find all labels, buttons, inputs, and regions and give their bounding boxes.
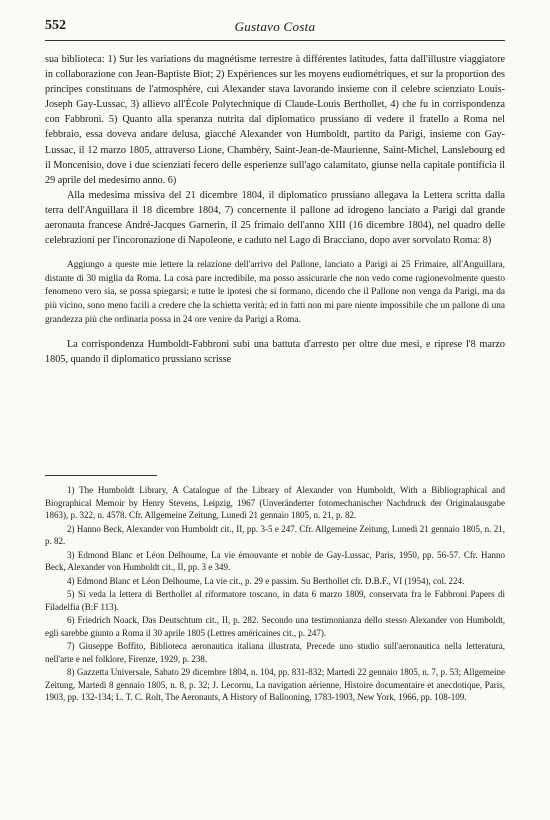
main-text <box>45 52 505 367</box>
paragraph-3: La corrispondenza Humboldt-Fabbroni subì una battuta d'arresto per oltre due mesi, e riprese l'8 marzo 1805, quando il diplomatico prussiano scrisse <box>45 339 505 366</box>
footnote: 5) Si veda la lettera di Berthollet al riformatore toscano, in data 6 marzo 1809, conservata fra le Fabbroni Papers di Filadelfia (B:F 113). <box>45 589 505 612</box>
footnote-divider <box>45 475 157 476</box>
block-quote: Aggiungo a queste mie lettere la relazione dell'arrivo del Pallone, lanciato a Parigi ai 25 Frimaire, all'Anguillara, distante di 30 miglia da Roma. La cosa pare incredibile, ma posso assicurarle che non vedo come ragionevolmente questo fenomeno vero sia, se possa spiegarsi; e tutte le ipotesi che si formano, dicendo che il Pallone non venga da Parigi, ma da più vicino, sono meno facili a credere che la schietta verità; ed in fatti non mi pare niente impossibile che un pallone di una grandezza più che ordinaria possa in 24 ore venire da Parigi a Roma. <box>45 260 505 325</box>
page-number: 552 <box>45 18 66 33</box>
paragraph-1: sua biblioteca: 1) Sur les variations du magnétisme terrestre à différentes latitudes, fatta dall'illustre viaggiatore in collaborazione con Jean-Baptiste Biot; 2) Expériences sur les moyens eudiométriques, et sur la proportion des principes constituans de l'atmosphère, cui Alexander stava lavorando insieme con il celebre scienziato Louis-Joseph Gay-Lussac, 3) allievo all'École Polytechnique di Claude-Louis Berthollet, 4) che fu in corrispondenza con Fabbroni. 5) Quanto alla speranza nutrita dal diplomatico prussiano di vedere il fratello a Roma nel febbraio, essa doveva andare delusa, giacché Alexander von Humboldt, partito da Parigi, insieme con Gay-Lussac, il 12 marzo 1805, attraverso Lione, Chambéry, Saint-Jean-de-Maurienne, Saint-Michel, Lanslebourg ed il Moncenisio, dove i due scienziati fecero delle esperienze sull'ago calamitato, giunse nella capitale pontificia il 29 aprile del medesimo anno. 6) <box>45 54 505 186</box>
footnote: 4) Edmond Blanc et Léon Delhoume, La vie cit., p. 29 e passim. Su Berthollet cfr. D.B.F., VI (1954), col. 224. <box>67 575 465 586</box>
footnotes <box>45 484 505 705</box>
page-header <box>45 18 505 41</box>
footnote: 3) Edmond Blanc et Léon Delhoume, La vie émouvante et noble de Gay-Lussac, Paris, 1950, pp. 56-57. Cfr. Hanno Beck, Alexander von Humboldt cit., II, pp. 3 e 349. <box>45 549 505 572</box>
footnote: 7) Giuseppe Boffito, Biblioteca aeronautica italiana illustrata, Precede uno studio sull'aeronautica nella letteratura, nell'arte e nel folklore, Firenze, 1929, p. 238. <box>45 641 505 664</box>
footnote: 2) Hanno Beck, Alexander von Humboldt cit., II, pp. 3-5 e 247. Cfr. Allgemeine Zeitung, Lunedì 21 gennaio 1805, n. 21, p. 82. <box>45 523 505 546</box>
running-title: Gustavo Costa <box>234 19 316 34</box>
footnote: 8) Gazzetta Universale, Sabato 29 dicembre 1804, n. 104, pp. 831-832; Martedì 22 gennaio 1805, n. 7, p. 53; Allgemeine Zeitung, Martedì 8 gennaio 1805, n. 8, p. 32; J. Lecornu, La navigation aérienne, Histoire documentaire et anecdotique, Paris, 1903, pp. 132-134; L. T. C. Rolt, The Aeronauts, A History of Ballooning, 1783-1903, New York, 1966, pp. 108-109. <box>45 667 505 702</box>
footnote: 1) The Humboldt Library, A Catalogue of the Library of Alexander von Humboldt, With a Bibliographical and Biographical Memoir by Henry Stevens, Leipzig, 1967 (Unveränderter fotomechanischer Nachdruck der Originalausgabe 1863), p. 322, n. 4578. Cfr. Allgemeine Zeitung, Lunedì 21 gennaio 1805, n. 21, p. 82. <box>45 485 505 520</box>
footnote: 6) Friedrich Noack, Das Deutschtum cit., II, p. 282. Secondo una testimonianza dello stesso Alexander von Humboldt, egli sarebbe giunto a Roma il 30 aprile 1805 (Lettres américaines cit., p. 247). <box>45 615 505 638</box>
paragraph-2: Alla medesima missiva del 21 dicembre 1804, il diplomatico prussiano allegava la Lettera scritta dalla terra dell'Anguillara il 18 dicembre 1804, 7) concernente il pallone ad idrogeno lanciato a Parigi dal grande aeronauta francese André-Jacques Garnerin, il 25 frimaio dell'anno XIII (16 dicembre 1804), nel quadro delle celebrazioni per l'incoronazione di Napoleone, e caduto nel Lago di Bracciano, dopo aver sorvolato Roma: 8) <box>45 189 505 247</box>
